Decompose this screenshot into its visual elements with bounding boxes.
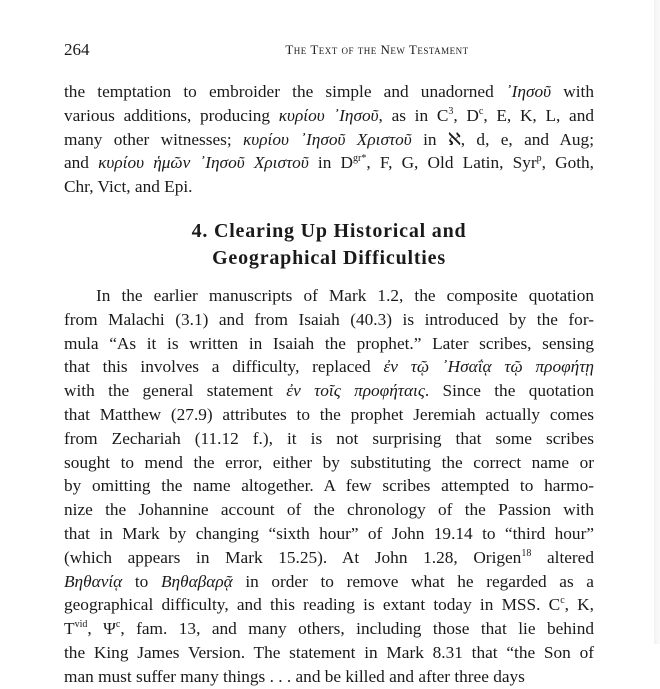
superscript: c <box>478 105 484 117</box>
text-run: many other witnesses; <box>64 129 244 149</box>
text-line <box>64 641 594 665</box>
text-run: and <box>64 153 99 173</box>
text-run: man must suffer many things . . . and be killed and after three days <box>64 666 525 686</box>
text-run: that in Mark by changing “sixth hour” of John 19.14 to “third hour” <box>64 523 594 543</box>
text-run: , K, <box>564 595 594 615</box>
text-run: , fam. 13, and many others, including those that lie behind <box>120 619 595 639</box>
page-number: 264 <box>64 40 90 59</box>
text-run: , Goth, <box>541 153 594 173</box>
running-title: The Text of the New Testament <box>285 42 469 57</box>
text-run: to <box>122 571 161 591</box>
text-run: from Zechariah (11.12 f.), it is not surprising that some scribes <box>64 428 594 448</box>
superscript: gr* <box>353 153 367 165</box>
text-run: from Malachi (3.1) and from Isaiah (40.3) is introduced by the for- <box>64 309 594 329</box>
paragraph-historical-difficulties <box>64 284 594 689</box>
text-run: that Matthew (27.9) attributes to the prophet Jeremiah actually comes <box>64 404 594 424</box>
greek-phrase: ᾿Ιησοῦ <box>505 82 552 101</box>
superscript: vid <box>74 619 88 631</box>
text-line <box>64 617 594 641</box>
greek-phrase: ἐν τοῖς προφήταις <box>286 381 425 401</box>
text-run: altered <box>531 547 594 567</box>
text-line <box>64 570 594 594</box>
text-line <box>64 284 594 308</box>
text-run: (which appears in Mark 15.25). At John 1.28, Origen <box>64 547 522 567</box>
text-run: the temptation to embroider the simple and unadorned <box>64 82 506 101</box>
text-line <box>64 498 594 522</box>
text-line <box>64 175 594 199</box>
text-line <box>64 403 594 427</box>
body-text <box>64 80 594 689</box>
greek-phrase: κυρίου ἡμῶν ᾿Ιησοῦ Χριστοῦ <box>98 153 309 173</box>
section-heading <box>64 218 594 272</box>
section-heading-line-2: Geographical Difficulties <box>212 246 446 269</box>
text-line <box>64 80 594 104</box>
text-run: . Since the quotation <box>424 381 594 401</box>
text-line <box>64 593 594 617</box>
text-run: in order to remove what he regarded as a <box>232 571 594 591</box>
text-run: , as in C <box>378 105 449 125</box>
superscript: 18 <box>521 547 532 559</box>
text-run: with <box>551 82 595 101</box>
greek-phrase: Βηθαβαρᾷ <box>160 571 233 591</box>
text-line <box>64 427 594 451</box>
text-line <box>64 451 594 475</box>
text-run: , D <box>453 105 479 125</box>
text-run: Chr, Vict, and Epi. <box>64 177 193 197</box>
paragraph-temptation <box>64 80 594 199</box>
text-run: in ℵ, d, e, and Aug; <box>411 129 595 149</box>
superscript: 3 <box>448 105 454 117</box>
text-line <box>64 308 594 332</box>
text-line <box>64 546 594 570</box>
text-run: mula “As it is written in Isaiah the prophet.” Later scribes, sensing <box>64 333 594 353</box>
text-line <box>64 104 594 128</box>
text-run: that this involves a difficulty, replaced <box>64 357 384 377</box>
text-run: geographical difficulty, and this reading is extant today in MSS. C <box>64 595 561 615</box>
text-line <box>64 355 594 379</box>
greek-phrase: κυρίου ᾿Ιησοῦ Χριστοῦ <box>243 129 412 149</box>
text-run: the King James Version. The statement in Mark 8.31 that “the Son of <box>64 642 594 662</box>
page-header <box>64 40 594 62</box>
greek-phrase: κυρίου ᾿Ιησοῦ <box>278 105 379 125</box>
text-line <box>64 151 594 175</box>
text-line <box>64 128 594 152</box>
text-run: , F, G, Old Latin, Syr <box>366 153 537 173</box>
text-run: T <box>64 619 75 639</box>
superscript: p <box>536 153 542 165</box>
text-run: with the general statement <box>64 381 287 401</box>
text-run: nize the Johannine account of the chronology of the Passion with <box>64 500 594 520</box>
greek-phrase: ἐν τῷ ᾿Ησαΐᾳ τῷ προφήτῃ <box>383 357 594 377</box>
text-run: various additions, producing <box>64 105 279 125</box>
page-edge-shadow <box>654 0 660 644</box>
greek-phrase: Βηθανίᾳ <box>64 571 123 591</box>
text-line <box>64 332 594 356</box>
text-run: sought to mend the error, either by substituting the correct name or <box>64 452 594 472</box>
section-heading-line-1: 4. Clearing Up Historical and <box>191 219 467 242</box>
superscript: c <box>560 595 565 607</box>
text-line <box>64 665 594 689</box>
text-run: , E, K, L, and <box>483 105 594 125</box>
superscript: c <box>115 619 121 631</box>
text-run: , Ψ <box>87 619 116 639</box>
text-line <box>64 379 594 403</box>
text-line <box>64 522 594 546</box>
text-line <box>64 474 594 498</box>
text-run: in D <box>308 153 354 173</box>
text-run: In the earlier manuscripts of Mark 1.2, the composite quotation <box>96 285 594 305</box>
text-run: by omitting the name altogether. A few scribes attempted to harmo- <box>64 476 594 496</box>
